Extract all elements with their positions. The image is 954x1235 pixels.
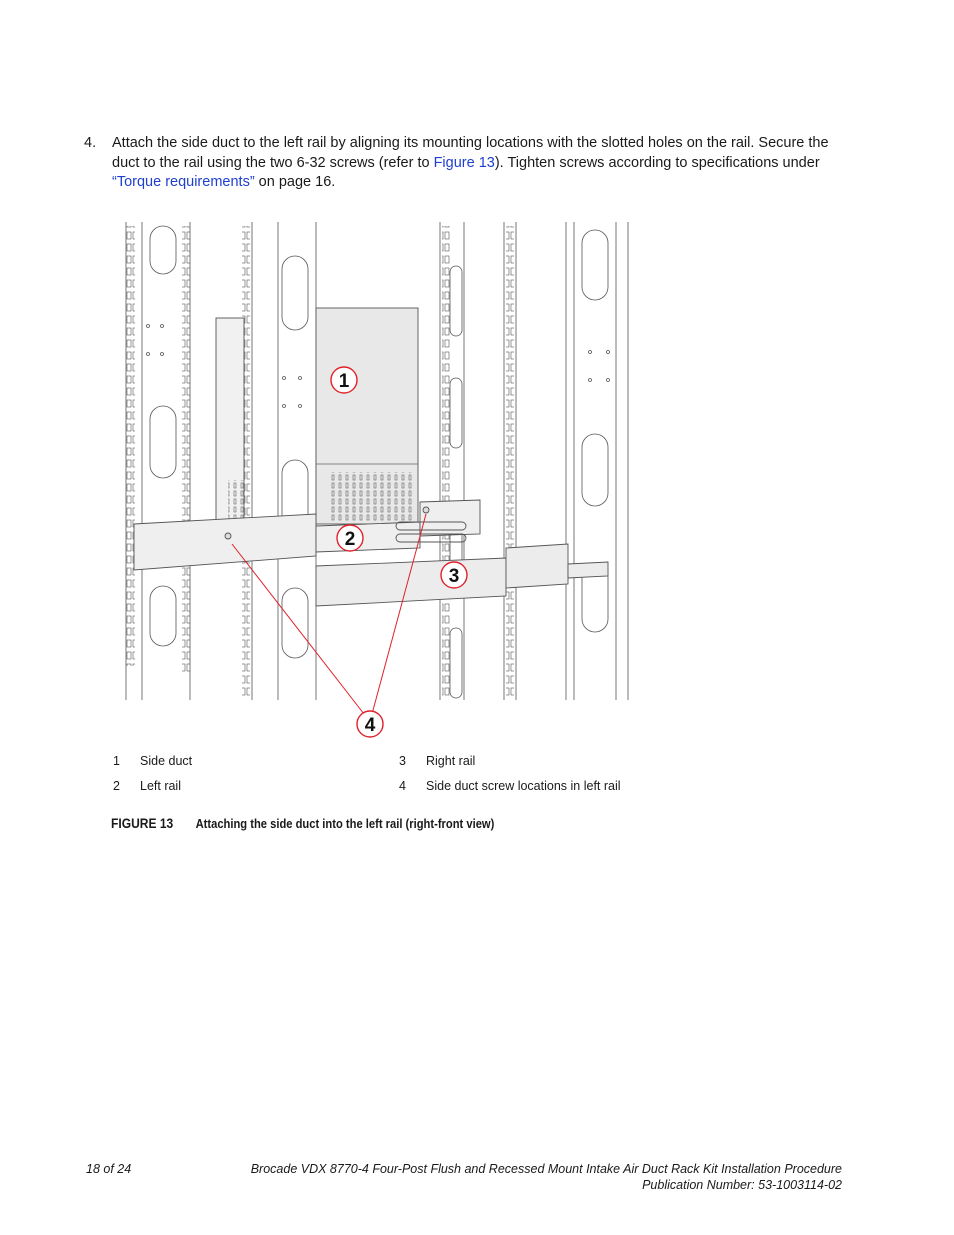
legend-number: 1 <box>113 754 120 768</box>
footer-page-number: 18 of 24 <box>86 1162 132 1176</box>
callout-2-label: 2 <box>344 529 356 550</box>
figure-13-link[interactable]: Figure 13 <box>433 154 495 171</box>
step-text <box>112 134 842 193</box>
rack-illustration <box>120 218 632 740</box>
step-number: 4. <box>84 135 97 151</box>
callout-3-label: 3 <box>448 566 460 587</box>
step-text-part-1: Attach the side duct to the left rail by aligning its mounting locations with the slotted holes on the rail. Secure the duct to the rail using the two 6-32 screws (refer to <box>112 135 829 171</box>
legend-number: 3 <box>399 754 406 768</box>
callout-3 <box>441 562 467 588</box>
callout-1-label: 1 <box>338 371 350 392</box>
step-text-part-2: ). Tighten screws according to specifications under <box>494 154 820 171</box>
step-text-part-3: on page 16. <box>254 174 336 190</box>
legend-text: Side duct <box>140 754 193 768</box>
figure-caption-text: Attaching the side duct into the left rail (right-front view) <box>195 816 495 831</box>
legend-text: Left rail <box>140 779 181 793</box>
footer-document-title: Brocade VDX 8770-4 Four-Post Flush and Recessed Mount Intake Air Duct Rack Kit Installation Procedure <box>250 1162 842 1176</box>
legend-number: 4 <box>399 779 406 793</box>
legend-text: Right rail <box>426 754 476 768</box>
figure-caption <box>111 815 494 831</box>
torque-requirements-link[interactable]: “Torque requirements” <box>112 174 255 190</box>
footer-publication-number: Publication Number: 53-1003114-02 <box>642 1178 842 1192</box>
callout-1 <box>331 367 357 393</box>
legend-number: 2 <box>113 779 120 793</box>
callout-4 <box>357 711 383 737</box>
callout-4-label: 4 <box>364 715 376 736</box>
legend-text: Side duct screw locations in left rail <box>426 779 621 793</box>
callout-2 <box>337 525 363 551</box>
figure-caption-label: FIGURE 13 <box>111 815 174 831</box>
